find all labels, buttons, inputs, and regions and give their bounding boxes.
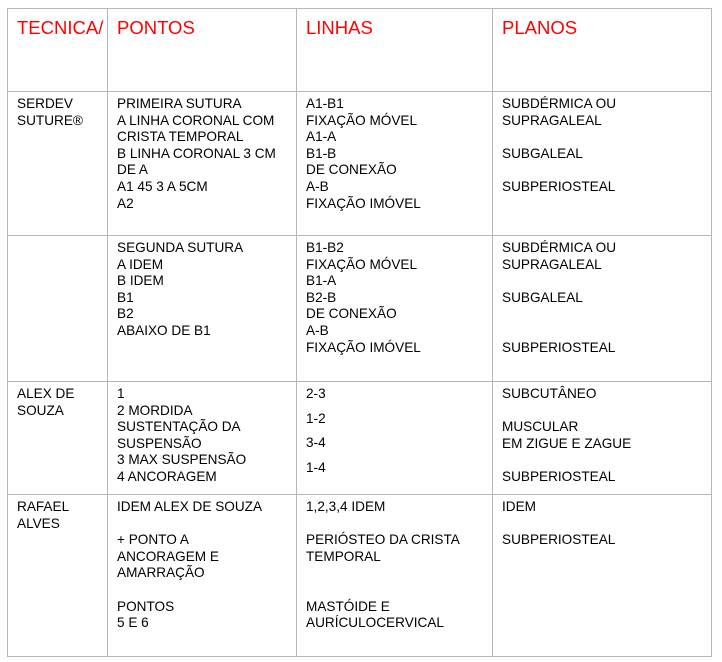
cell-linhas: [297, 382, 493, 495]
cell-line: B2-B: [306, 289, 337, 305]
cell-line: SUTURE®: [17, 112, 83, 128]
cell-linhas: [297, 236, 493, 382]
cell-pontos: [108, 382, 297, 495]
cell-line: MASTÓIDE E: [306, 598, 390, 614]
cell-planos: [493, 92, 712, 236]
cell-line: 3 MAX SUSPENSÃO: [117, 452, 247, 468]
cell-line: FIXAÇÃO IMÓVEL: [306, 339, 421, 355]
header-pontos: PONTOS: [108, 9, 297, 92]
cell-line: B1-B: [306, 145, 337, 161]
cell-line: RAFAEL: [17, 499, 70, 514]
cell-line: PRIMEIRA SUTURA: [117, 96, 242, 111]
cell-line: A1 45 3 A 5CM: [117, 178, 208, 194]
cell-linhas: [297, 92, 493, 236]
cell-line: PERIÓSTEO DA CRISTA: [306, 532, 460, 548]
cell-line: + PONTO A: [117, 532, 189, 548]
table-row: [8, 382, 712, 495]
cell-line: FIXAÇÃO MÓVEL: [306, 112, 418, 128]
cell-planos: [493, 495, 712, 657]
cell-line: AURÍCULOCERVICAL: [306, 615, 444, 631]
cell-line: MUSCULAR: [502, 419, 579, 435]
cell-line: SUPRAGALEAL: [502, 112, 602, 128]
cell-line: A-B: [306, 322, 329, 338]
cell-line: ABAIXO DE B1: [117, 322, 211, 338]
header-planos: PLANOS: [493, 9, 712, 92]
cell-line: B1: [117, 289, 134, 305]
cell-line: SUBPERIOSTEAL: [502, 178, 616, 194]
cell-line: FIXAÇÃO IMÓVEL: [306, 195, 421, 211]
cell-line: 1: [117, 386, 125, 401]
cell-line: AMARRAÇÃO: [117, 565, 205, 581]
cell-line: 3-4: [306, 435, 326, 451]
cell-line: CRISTA TEMPORAL: [117, 129, 244, 145]
cell-line: SUBCUTÂNEO: [502, 386, 597, 401]
cell-line: 5 E 6: [117, 615, 149, 631]
cell-line: SUBPERIOSTEAL: [502, 532, 616, 548]
cell-line: 2 MORDIDA: [117, 402, 193, 418]
cell-pontos: [108, 495, 297, 657]
cell-line: ANCORAGEM E: [117, 548, 219, 564]
cell-line: ALEX DE: [17, 386, 75, 401]
cell-line: EM ZIGUE E ZAGUE: [502, 435, 632, 451]
cell-line: SUBPERIOSTEAL: [502, 339, 616, 355]
cell-line: SERDEV: [17, 96, 73, 111]
cell-line: 1-2: [306, 410, 326, 426]
cell-line: A1-A: [306, 129, 337, 145]
cell-tecnica: [8, 236, 108, 382]
cell-line: A IDEM: [117, 256, 164, 272]
cell-line: DE A: [117, 162, 148, 178]
cell-line: 2-3: [306, 386, 326, 401]
cell-line: DE CONEXÃO: [306, 162, 397, 178]
cell-line: A1-B1: [306, 96, 344, 111]
cell-line: DE CONEXÃO: [306, 306, 397, 322]
header-tecnica: TECNICA/: [8, 9, 108, 92]
cell-line: TEMPORAL: [306, 548, 381, 564]
header-linhas: LINHAS: [297, 9, 493, 92]
cell-pontos: [108, 236, 297, 382]
cell-line: SUBDÉRMICA OU: [502, 240, 617, 255]
cell-line: ALVES: [17, 515, 60, 531]
cell-line: A2: [117, 195, 134, 211]
cell-line: SEGUNDA SUTURA: [117, 240, 244, 255]
cell-planos: [493, 236, 712, 382]
cell-line: IDEM: [502, 499, 536, 514]
table-row: [8, 92, 712, 236]
cell-line: SUBDÉRMICA OU: [502, 96, 617, 111]
cell-line: 1,2,3,4 IDEM: [306, 499, 386, 514]
cell-tecnica: [8, 92, 108, 236]
cell-tecnica: [8, 495, 108, 657]
cell-line: SUBGALEAL: [502, 145, 583, 161]
table-row: [8, 495, 712, 657]
cell-line: 1-4: [306, 459, 326, 475]
cell-tecnica: [8, 382, 108, 495]
cell-line: B1-A: [306, 273, 337, 289]
cell-line: A-B: [306, 178, 329, 194]
header-row: [8, 9, 712, 92]
cell-pontos: [108, 92, 297, 236]
cell-line: SUBGALEAL: [502, 289, 583, 305]
cell-line: B1-B2: [306, 240, 344, 255]
cell-planos: [493, 382, 712, 495]
cell-line: 4 ANCORAGEM: [117, 468, 217, 484]
cell-line: SOUZA: [17, 402, 64, 418]
cell-line: SUSTENTAÇÃO DA: [117, 419, 241, 435]
cell-linhas: [297, 495, 493, 657]
cell-line: SUPRAGALEAL: [502, 256, 602, 272]
cell-line: B IDEM: [117, 273, 164, 289]
cell-line: SUBPERIOSTEAL: [502, 468, 616, 484]
cell-line: FIXAÇÃO MÓVEL: [306, 256, 418, 272]
cell-line: SUSPENSÃO: [117, 435, 202, 451]
cell-line: B LINHA CORONAL 3 CM: [117, 145, 276, 161]
table-row: [8, 236, 712, 382]
techniques-table: [7, 8, 712, 657]
cell-line: B2: [117, 306, 134, 322]
cell-line: A LINHA CORONAL COM: [117, 112, 275, 128]
cell-line: PONTOS: [117, 598, 175, 614]
cell-line: IDEM ALEX DE SOUZA: [117, 499, 263, 514]
